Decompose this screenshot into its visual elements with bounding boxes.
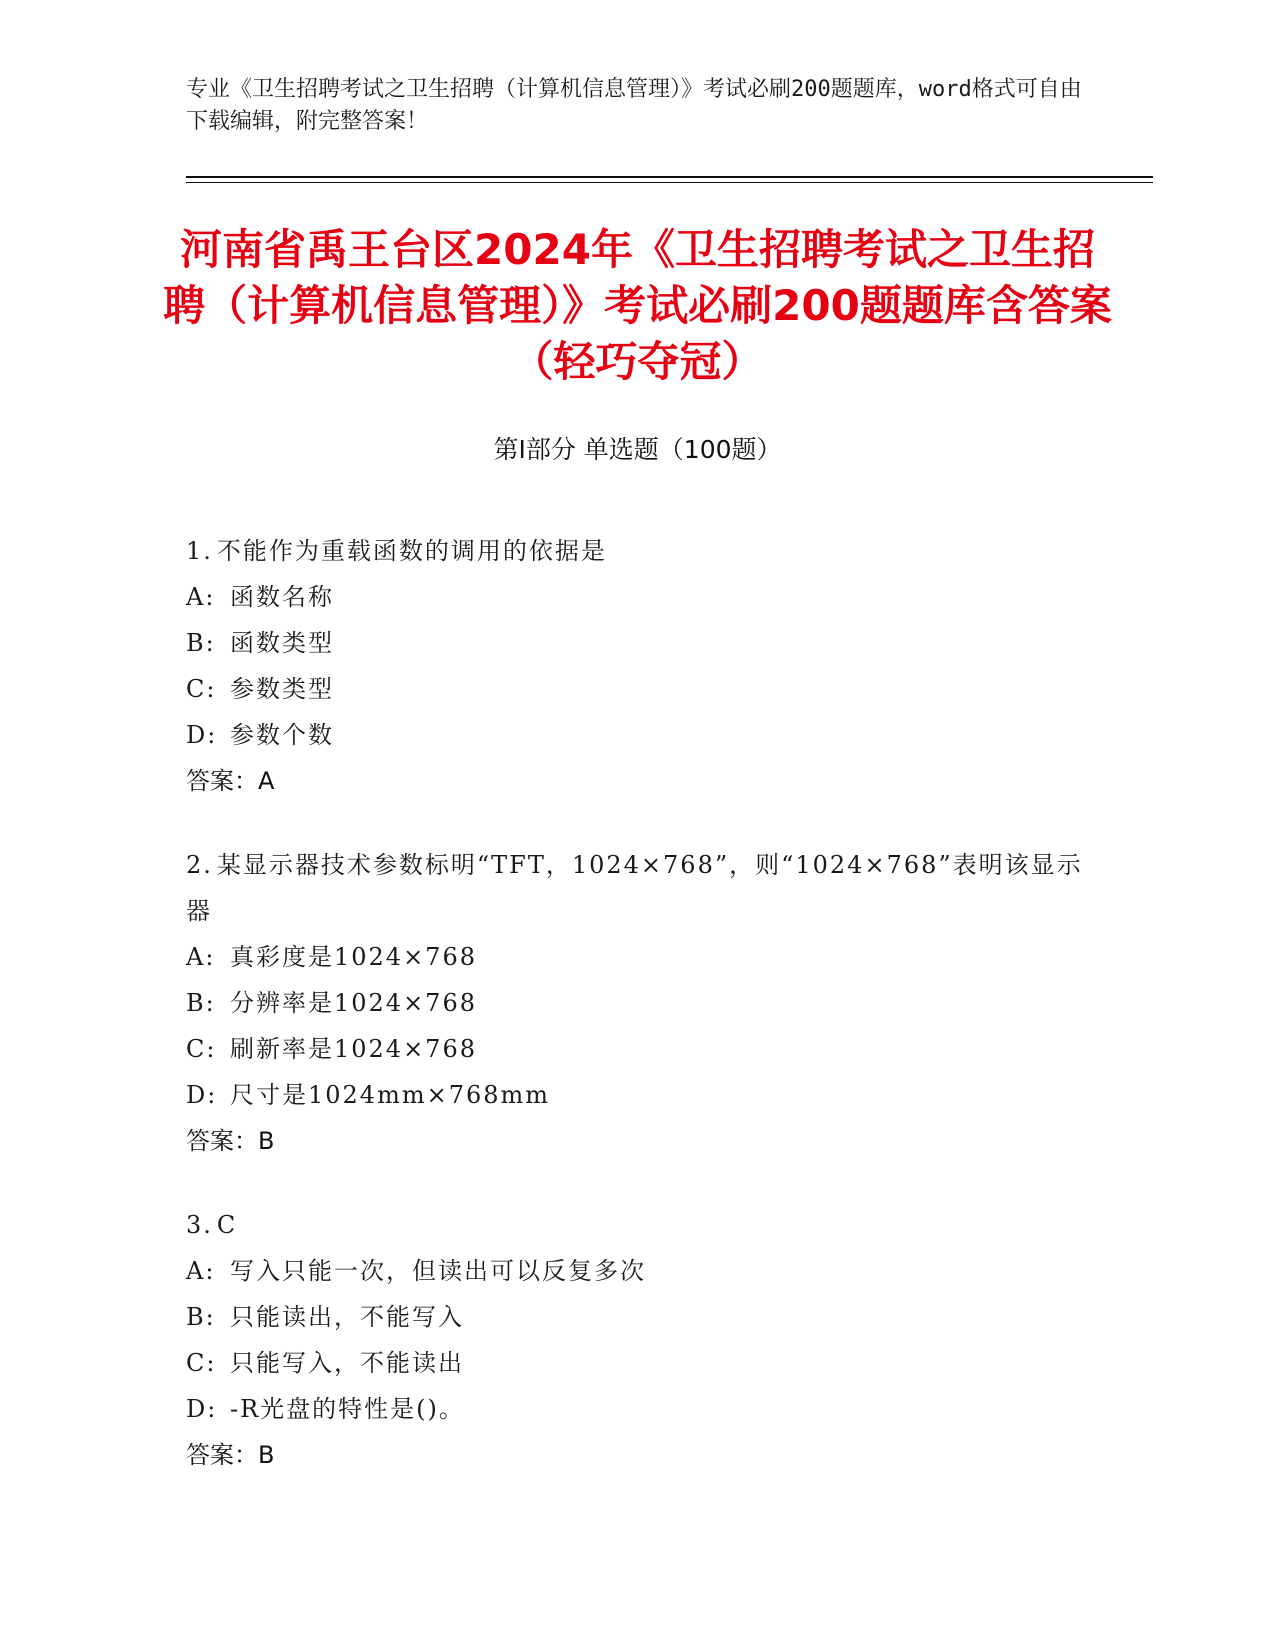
- question-item: [186, 528, 1086, 804]
- option-key: C:: [186, 1035, 217, 1063]
- question-number: 2.: [186, 851, 213, 879]
- option-key: C:: [186, 1349, 217, 1377]
- option-a: [186, 1248, 1086, 1294]
- option-c: [186, 1026, 1086, 1072]
- option-text: 分辨率是1024×768: [230, 989, 477, 1017]
- question-stem: 某显示器技术参数标明“TFT，1024×768”，则“1024×768”表明该显示器: [186, 851, 1083, 925]
- option-d: [186, 1386, 1086, 1432]
- option-key: D:: [186, 1081, 218, 1109]
- header-divider-thin: [186, 182, 1153, 183]
- option-c: [186, 1340, 1086, 1386]
- option-key: A:: [186, 583, 216, 611]
- question-number: 3.: [186, 1211, 213, 1239]
- option-d: [186, 712, 1086, 758]
- option-text: 刷新率是1024×768: [230, 1035, 477, 1063]
- option-text: 只能读出，不能写入: [230, 1303, 464, 1331]
- question-text: [186, 528, 1086, 574]
- answer-line: 答案：B: [186, 1127, 275, 1155]
- option-key: A:: [186, 943, 216, 971]
- option-b: [186, 980, 1086, 1026]
- question-item: [186, 842, 1086, 1164]
- option-key: B:: [186, 1303, 216, 1331]
- answer-line: 答案：B: [186, 1441, 275, 1469]
- option-text: 函数名称: [230, 583, 334, 611]
- section-heading: 第Ⅰ部分 单选题（100题）: [493, 435, 782, 464]
- option-b: [186, 1294, 1086, 1340]
- option-key: B:: [186, 989, 216, 1017]
- option-key: B:: [186, 629, 216, 657]
- option-text: 参数类型: [230, 675, 334, 703]
- question-number: 1.: [186, 537, 213, 565]
- option-text: 真彩度是1024×768: [230, 943, 477, 971]
- header-note: 专业《卫生招聘考试之卫生招聘（计算机信息管理）》考试必刷200题题库，word格式可自由下载编辑，附完整答案！: [186, 77, 1082, 134]
- question-item: [186, 1202, 1086, 1478]
- option-text: 函数类型: [230, 629, 334, 657]
- option-key: C:: [186, 675, 217, 703]
- document-title: 河南省禹王台区2024年《卫生招聘考试之卫生招聘（计算机信息管理）》考试必刷200题题库含答案（轻巧夺冠）: [163, 225, 1112, 386]
- question-stem: C: [216, 1211, 238, 1239]
- option-text: 尺寸是1024mm×768mm: [230, 1081, 551, 1109]
- question-text: [186, 1202, 1086, 1248]
- option-b: [186, 620, 1086, 666]
- option-text: 只能写入，不能读出: [230, 1349, 464, 1377]
- option-c: [186, 666, 1086, 712]
- question-text: [186, 842, 1086, 934]
- option-key: D:: [186, 721, 218, 749]
- answer-line: 答案：A: [186, 767, 275, 795]
- option-text: -R光盘的特性是()。: [230, 1395, 465, 1423]
- header-divider: [186, 176, 1153, 178]
- question-list: [186, 528, 1086, 1516]
- option-text: 参数个数: [230, 721, 334, 749]
- option-d: [186, 1072, 1086, 1118]
- question-stem: 不能作为重载函数的调用的依据是: [216, 537, 607, 565]
- option-text: 写入只能一次，但读出可以反复多次: [230, 1257, 646, 1285]
- option-key: D:: [186, 1395, 218, 1423]
- option-a: [186, 574, 1086, 620]
- option-a: [186, 934, 1086, 980]
- option-key: A:: [186, 1257, 216, 1285]
